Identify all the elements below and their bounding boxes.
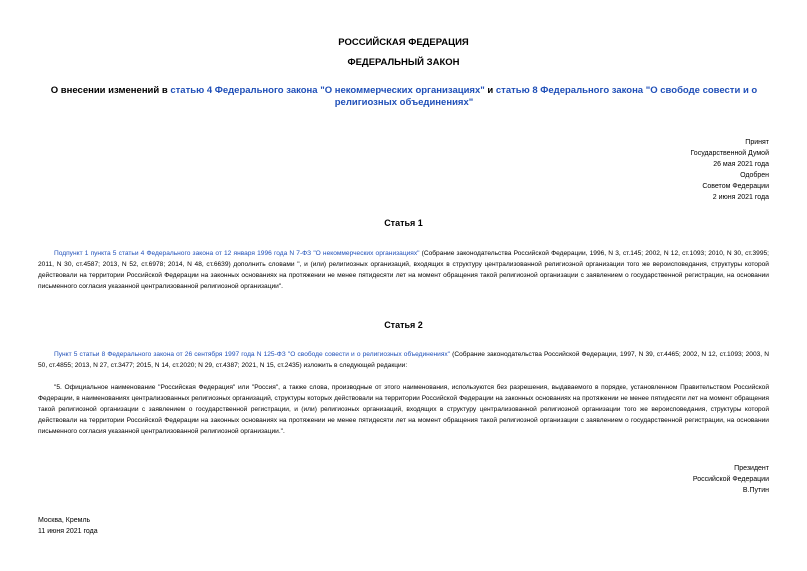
title-link-article4[interactable]: статью 4 Федерального закона "О некоммерческих организациях" — [170, 85, 485, 96]
adoption-line: Советом Федерации — [702, 183, 769, 190]
adoption-line: Принят — [745, 139, 769, 146]
doc-type-heading: ФЕДЕРАЛЬНЫЙ ЗАКОН — [347, 57, 460, 68]
signature-line: Президент — [734, 465, 769, 472]
title-prefix: О внесении изменений в — [50, 85, 171, 96]
adoption-block — [690, 137, 769, 203]
law-title — [34, 85, 774, 109]
place-date-block — [38, 515, 98, 537]
adoption-line: Государственной Думой — [690, 150, 769, 157]
signature-block — [693, 463, 769, 496]
date-line: 11 июня 2021 года — [38, 528, 98, 535]
adoption-line: Одобрен — [740, 172, 769, 179]
signature-line: Российской Федерации — [692, 476, 769, 483]
article2-heading: Статья 2 — [384, 320, 423, 330]
adoption-line: 2 июня 2021 года — [712, 194, 769, 201]
adoption-line: 26 мая 2021 года — [713, 161, 769, 168]
article1-link[interactable]: Подпункт 1 пункта 5 статьи 4 Федерального закона от 12 января 1996 года N 7-ФЗ "О некоммерческих организациях" — [54, 250, 420, 257]
country-heading: РОССИЙСКАЯ ФЕДЕРАЦИЯ — [338, 37, 469, 48]
article1-text: (Собрание законодательства Российской Федерации, 1996, N 3, ст.145; 2002, N 12, ст.1093; 2010, N 30, ст.3995; 2011, N 30, ст.4587; 2013, N 52, ст.6978; 2014, N 48, ст.6639) дополнить словами ", и (или) религиозных организаций, входящих в структуру централизованной религиозной организации того же вероисповедания, структуры которой действовали на территории Российской Федерации на законных основаниях на протяжении не менее пятидесяти лет на момент обращения такой религиозной организации с заявлением о государственной регистрации, на основании письменного согласия указанной централизованной религиозной организации". — [38, 250, 769, 290]
title-middle: и — [484, 85, 496, 96]
title-link-article8[interactable]: статью 8 Федерального закона "О свободе совести и о религиозных объединениях" — [334, 85, 758, 108]
article1-paragraph — [38, 248, 769, 292]
article2-text: (Собрание законодательства Российской Федерации, 1997, N 39, ст.4465; 2002, N 12, ст.1093; 2003, N 50, ст.4855; 2013, N 27, ст.3477; 2015, N 14, ст.2020; N 29, ст.4387; 2021, N 15, ст.2435) изложить в следующей редакции: — [38, 351, 770, 369]
article1-heading: Статья 1 — [384, 218, 423, 228]
article2-quote — [38, 382, 769, 437]
article2-link[interactable]: Пункт 5 статьи 8 Федерального закона от 26 сентября 1997 года N 125-ФЗ "О свободе совести и о религиозных объединениях" — [54, 351, 451, 358]
article2-quote-text: "5. Официальное наименование "Российская Федерация" или "Россия", а также слова, производные от этого наименования, используются без разрешения, выдаваемого в порядке, установленном Правительством Российской Федерации, в наименованиях централизованных религиозных организаций, структуры которых действовали на территории Российской Федерации на законных основаниях на протяжении не менее пятидесяти лет на момент обращения такой религиозной организации с заявлением о государственной регистрации, и (или) религиозных организаций, входящих в структуру централизованной религиозной организации того же вероисповедания, структуры которой действовали на территории Российской Федерации на законных основаниях на протяжении не менее пятидесяти лет на момент обращения такой религиозной организации с заявлением о государственной регистрации, на основании письменного согласия указанной централизованной религиозной организации.". — [38, 384, 769, 435]
signature-line: В.Путин — [742, 487, 769, 494]
article2-paragraph — [38, 349, 769, 371]
place-line: Москва, Кремль — [38, 517, 91, 524]
